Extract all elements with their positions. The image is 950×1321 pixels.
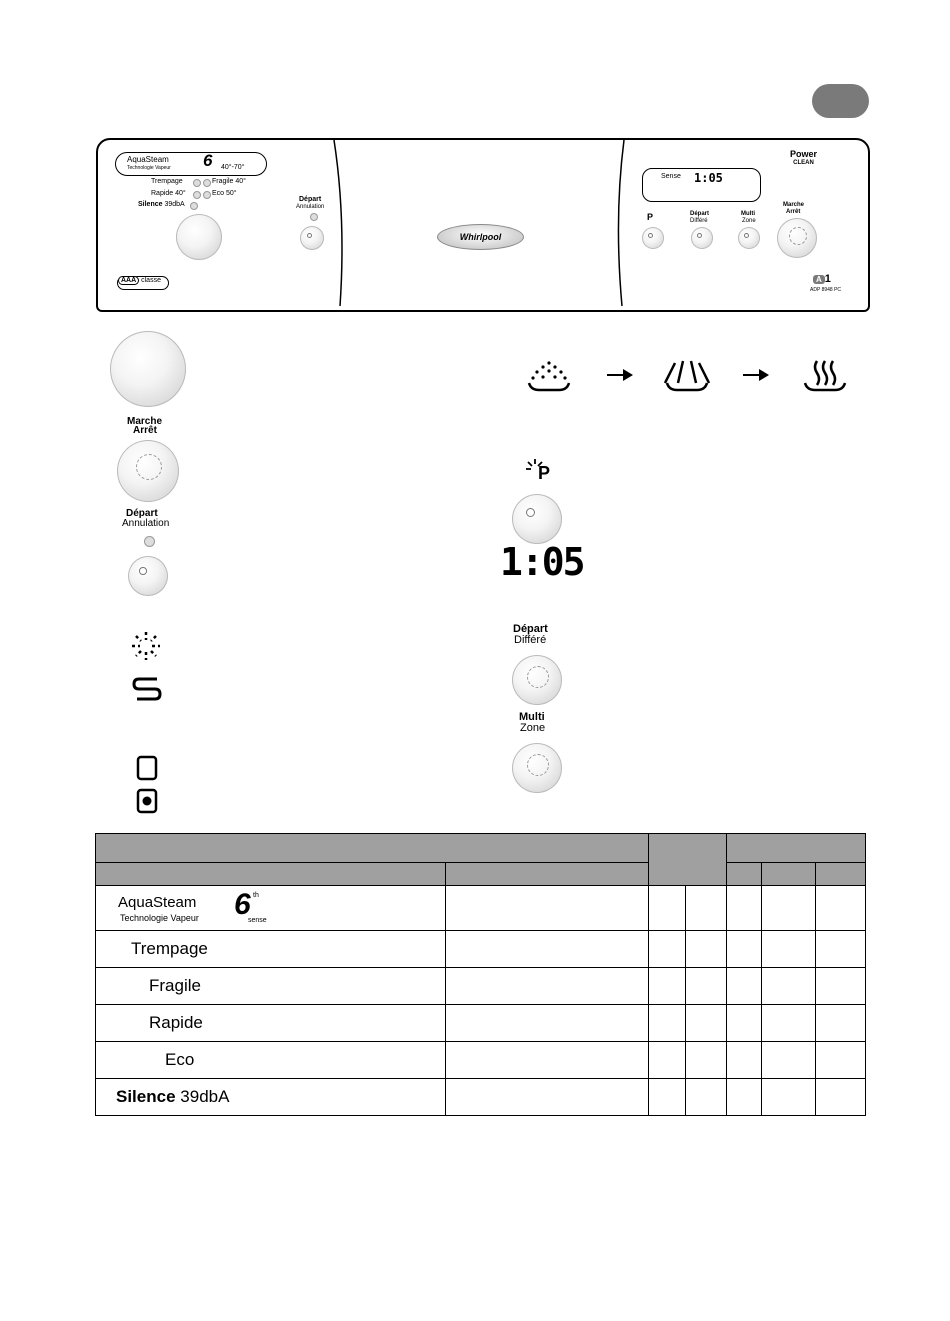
legend-power-clean-button bbox=[512, 494, 562, 544]
table-cell bbox=[649, 1005, 686, 1042]
model-code: ADP 8948 PC bbox=[810, 287, 842, 293]
aquasteam-subtitle: Technologie Vapeur bbox=[127, 165, 171, 171]
table-cell bbox=[445, 886, 649, 931]
panel-differe-label-1: Départ bbox=[690, 211, 710, 217]
table-row-trempage bbox=[96, 931, 866, 968]
table-cell bbox=[649, 968, 686, 1005]
energy-badge: A 1 bbox=[813, 273, 831, 285]
header-cell bbox=[96, 863, 446, 886]
program-name-cell: Trempage bbox=[96, 931, 446, 968]
aaa-class-badge: AAA classe bbox=[117, 276, 169, 290]
table-row-eco bbox=[96, 1042, 866, 1079]
led-trempage bbox=[193, 179, 201, 187]
table-cell bbox=[762, 1079, 816, 1116]
table-cell bbox=[816, 1042, 866, 1079]
table-cell bbox=[816, 1005, 866, 1042]
table-cell bbox=[445, 1042, 649, 1079]
silence-bold: Silence bbox=[116, 1087, 176, 1106]
program-name-cell: Rapide bbox=[96, 1005, 446, 1042]
table-row-aquasteam bbox=[96, 886, 866, 931]
depart-differe-button[interactable] bbox=[691, 227, 713, 249]
table-cell bbox=[762, 931, 816, 968]
led-eco bbox=[203, 191, 211, 199]
legend-p-label: P bbox=[538, 463, 551, 483]
table-cell bbox=[816, 931, 866, 968]
aquasteam-sub: Technologie Vapeur bbox=[120, 913, 199, 923]
table-cell bbox=[649, 931, 686, 968]
lcd-sense-label: Sense bbox=[661, 173, 681, 180]
table-cell bbox=[762, 968, 816, 1005]
legend-depart-label-1: Départ bbox=[126, 508, 158, 519]
panel-annulation-label: Annulation bbox=[296, 204, 325, 210]
legend-depart-label-2: Annulation bbox=[122, 518, 170, 529]
table-cell bbox=[762, 1042, 816, 1079]
legend-differe-button bbox=[512, 655, 562, 705]
table-header-row-1 bbox=[96, 834, 866, 863]
header-cell bbox=[762, 863, 816, 886]
aquasteam-name: AquaSteam bbox=[118, 894, 197, 911]
led-fragile bbox=[203, 179, 211, 187]
lcd-time: 1:05 bbox=[694, 171, 723, 185]
legend-display-time: 1:05 bbox=[500, 540, 584, 584]
multi-zone-button[interactable] bbox=[738, 227, 760, 249]
program-trempage: Trempage bbox=[151, 178, 183, 185]
table-cell bbox=[445, 968, 649, 1005]
program-rapide: Rapide 40° bbox=[151, 190, 186, 197]
depart-led bbox=[310, 213, 318, 221]
marche-arret-button[interactable] bbox=[777, 218, 817, 258]
table-cell bbox=[762, 1005, 816, 1042]
program-name-cell: Fragile bbox=[96, 968, 446, 1005]
legend-marche-label-1: Marche bbox=[127, 416, 163, 427]
led-rapide bbox=[193, 191, 201, 199]
table-cell bbox=[649, 1079, 686, 1116]
table-row-rapide bbox=[96, 1005, 866, 1042]
header-cell bbox=[96, 834, 649, 863]
sixth-sense-sup: th bbox=[253, 892, 259, 899]
whirlpool-logo: Whirlpool bbox=[437, 224, 524, 250]
legend-multi-label-1: Multi bbox=[519, 711, 545, 723]
wash-phase-sequence bbox=[525, 357, 850, 397]
legend-marche-label-2: Arrêt bbox=[133, 425, 157, 436]
header-cell bbox=[727, 863, 762, 886]
table-cell bbox=[762, 886, 816, 931]
table-cell bbox=[686, 886, 727, 931]
table-cell bbox=[816, 886, 866, 931]
table-cell bbox=[727, 1042, 762, 1079]
temp-range: 40°-70° bbox=[221, 164, 245, 171]
legend-depart-led bbox=[144, 536, 155, 547]
power-clean-logo: Power CLEAN bbox=[790, 149, 818, 166]
panel-marche-label-2: Arrêt bbox=[786, 209, 801, 215]
table-cell bbox=[649, 886, 686, 931]
table-cell bbox=[649, 1042, 686, 1079]
power-p-label: P bbox=[647, 212, 654, 222]
program-table bbox=[95, 833, 866, 1116]
legend-marche-arret-button bbox=[117, 440, 179, 502]
panel-multi-label-2: Zone bbox=[742, 218, 756, 224]
panel-marche-label-1: Marche bbox=[783, 202, 805, 208]
table-cell bbox=[816, 1079, 866, 1116]
silence-value: 39dbA bbox=[180, 1087, 230, 1106]
header-cell bbox=[816, 863, 866, 886]
table-cell bbox=[686, 931, 727, 968]
table-cell bbox=[445, 1005, 649, 1042]
aquasteam-title: AquaSteam bbox=[127, 155, 169, 164]
legend-differe-label-1: Départ bbox=[513, 623, 548, 635]
table-cell bbox=[686, 1042, 727, 1079]
table-row-fragile bbox=[96, 968, 866, 1005]
sixth-sense-sub: sense bbox=[248, 917, 267, 924]
program-fragile: Fragile 40° bbox=[212, 178, 246, 185]
table-cell bbox=[445, 931, 649, 968]
sixth-sense-mark: 6 bbox=[234, 888, 251, 921]
program-name-cell bbox=[96, 1079, 446, 1116]
header-cell bbox=[445, 863, 649, 886]
table-cell bbox=[727, 886, 762, 931]
header-cell bbox=[727, 834, 866, 863]
program-name-cell bbox=[96, 886, 446, 931]
power-clean-button[interactable] bbox=[642, 227, 664, 249]
program-selector-knob[interactable] bbox=[176, 214, 222, 260]
legend-differe-label-2: Différé bbox=[514, 634, 547, 646]
main-selector-knob-large bbox=[110, 331, 186, 407]
table-cell bbox=[727, 931, 762, 968]
empty-square-icon bbox=[136, 755, 158, 781]
table-cell bbox=[816, 968, 866, 1005]
legend-multi-label-2: Zone bbox=[520, 722, 546, 734]
program-silence: Silence 39dbA bbox=[138, 201, 185, 208]
page-tab-marker bbox=[812, 84, 869, 118]
table-cell bbox=[445, 1079, 649, 1116]
filled-square-icon bbox=[136, 788, 158, 814]
table-header-row-2 bbox=[96, 863, 866, 886]
sixth-sense-badge: 6 bbox=[203, 151, 213, 170]
table-cell bbox=[727, 1079, 762, 1116]
spray-icon bbox=[531, 361, 566, 379]
header-cell bbox=[649, 834, 727, 886]
sparkle-icon bbox=[130, 630, 162, 662]
table-row-silence bbox=[96, 1079, 866, 1116]
depart-annulation-button[interactable] bbox=[300, 226, 324, 250]
legend-multi-zone-button bbox=[512, 743, 562, 793]
table-cell bbox=[727, 1005, 762, 1042]
table-cell bbox=[686, 1005, 727, 1042]
led-silence bbox=[190, 202, 198, 210]
panel-depart-label: Départ bbox=[299, 196, 322, 203]
panel-differe-label-2: Différé bbox=[690, 218, 708, 224]
table-cell bbox=[686, 1079, 727, 1116]
program-name-cell: Eco bbox=[96, 1042, 446, 1079]
table-cell bbox=[686, 968, 727, 1005]
table-cell bbox=[727, 968, 762, 1005]
salt-refill-icon bbox=[131, 675, 163, 705]
panel-multi-label-1: Multi bbox=[741, 211, 755, 217]
legend-depart-button bbox=[128, 556, 168, 596]
program-eco: Eco 50° bbox=[212, 190, 237, 197]
